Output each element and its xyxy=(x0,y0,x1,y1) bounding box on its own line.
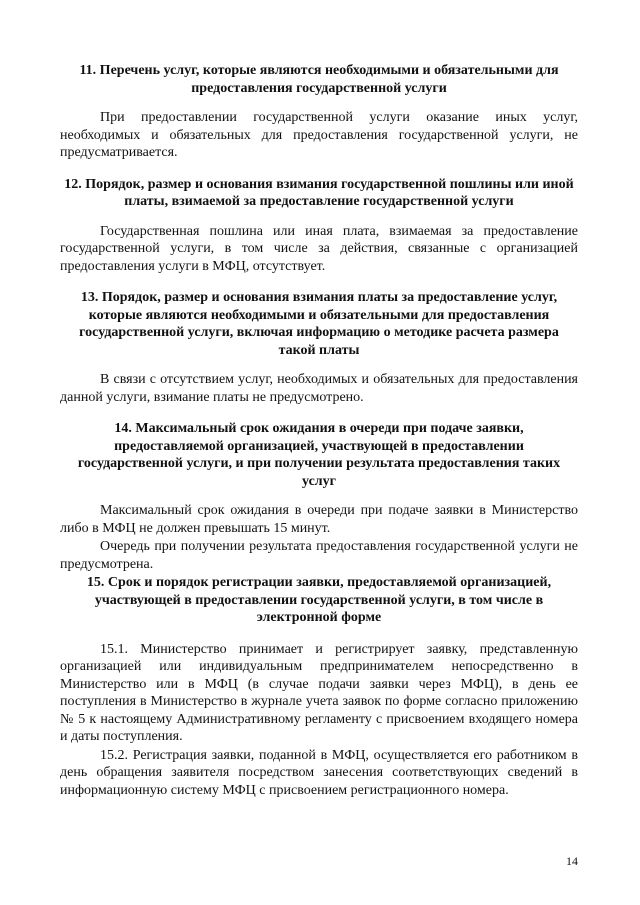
document-page xyxy=(60,62,578,799)
section-12-heading: 12. Порядок, размер и основания взимания государственной пошлины или иной платы, взимаемой за предоставление государственной услуги xyxy=(64,176,574,209)
section-14-heading: 14. Максимальный срок ожидания в очереди при подаче заявки, предоставляемой организацией, участвующей в предоставлении государственной услуги, и при получении результата предоставления таких услуг xyxy=(77,421,561,489)
section-15-heading: 15. Срок и порядок регистрации заявки, предоставляемой организацией, участвующей в предоставлении государственной услуги, в том числе в электронной форме xyxy=(86,575,552,625)
section-13-paragraph-1: В связи с отсутствием услуг, необходимых и обязательных для предоставления данной услуги, взимание платы не предусмотрено. xyxy=(60,372,578,405)
section-15-paragraph-2: 15.2. Регистрация заявки, поданной в МФЦ, осуществляется его работником в день обращения заявителя посредством занесения соответствующих сведений в информационную систему МФЦ с присвоением регистрационного номера. xyxy=(60,747,578,798)
section-11-paragraph-1: При предоставлении государственной услуги оказание иных услуг, необходимых и обязательных для предоставления государственной услуги, не предусматривается. xyxy=(60,110,578,160)
section-14-paragraph-2: Очередь при получении результата предоставления государственной услуги не предусмотрена. xyxy=(60,539,578,572)
section-11-heading: 11. Перечень услуг, которые являются необходимыми и обязательными для предоставления государственной услуги xyxy=(79,63,559,96)
section-12-paragraph-1: Государственная пошлина или иная плата, взимаемая за предоставление государственной услуги, в том числе за действия, связанные с организацией предоставления услуги в МФЦ, отсутствует. xyxy=(60,223,578,274)
page-number: 14 xyxy=(566,854,578,868)
section-14-paragraph-1: Максимальный срок ожидания в очереди при подаче заявки в Министерство либо в МФЦ не должен превышать 15 минут. xyxy=(60,503,578,536)
section-15-paragraph-1: 15.1. Министерство принимает и регистрирует заявку, представленную организацией или индивидуальным предпринимателем непосредственно в Министерство или в МФЦ (в случае подачи заявки через МФЦ), в день ее поступления в Министерство в журнале учета заявок по форме согласно приложению № 5 к настоящему Административному регламенту с присвоением входящего номера и даты поступления. xyxy=(60,641,578,744)
section-13-heading: 13. Порядок, размер и основания взимания платы за предоставление услуг, которые являются необходимыми и обязательными для предоставления государственной услуги, включая информацию о методике расчета размера такой платы xyxy=(79,290,559,358)
